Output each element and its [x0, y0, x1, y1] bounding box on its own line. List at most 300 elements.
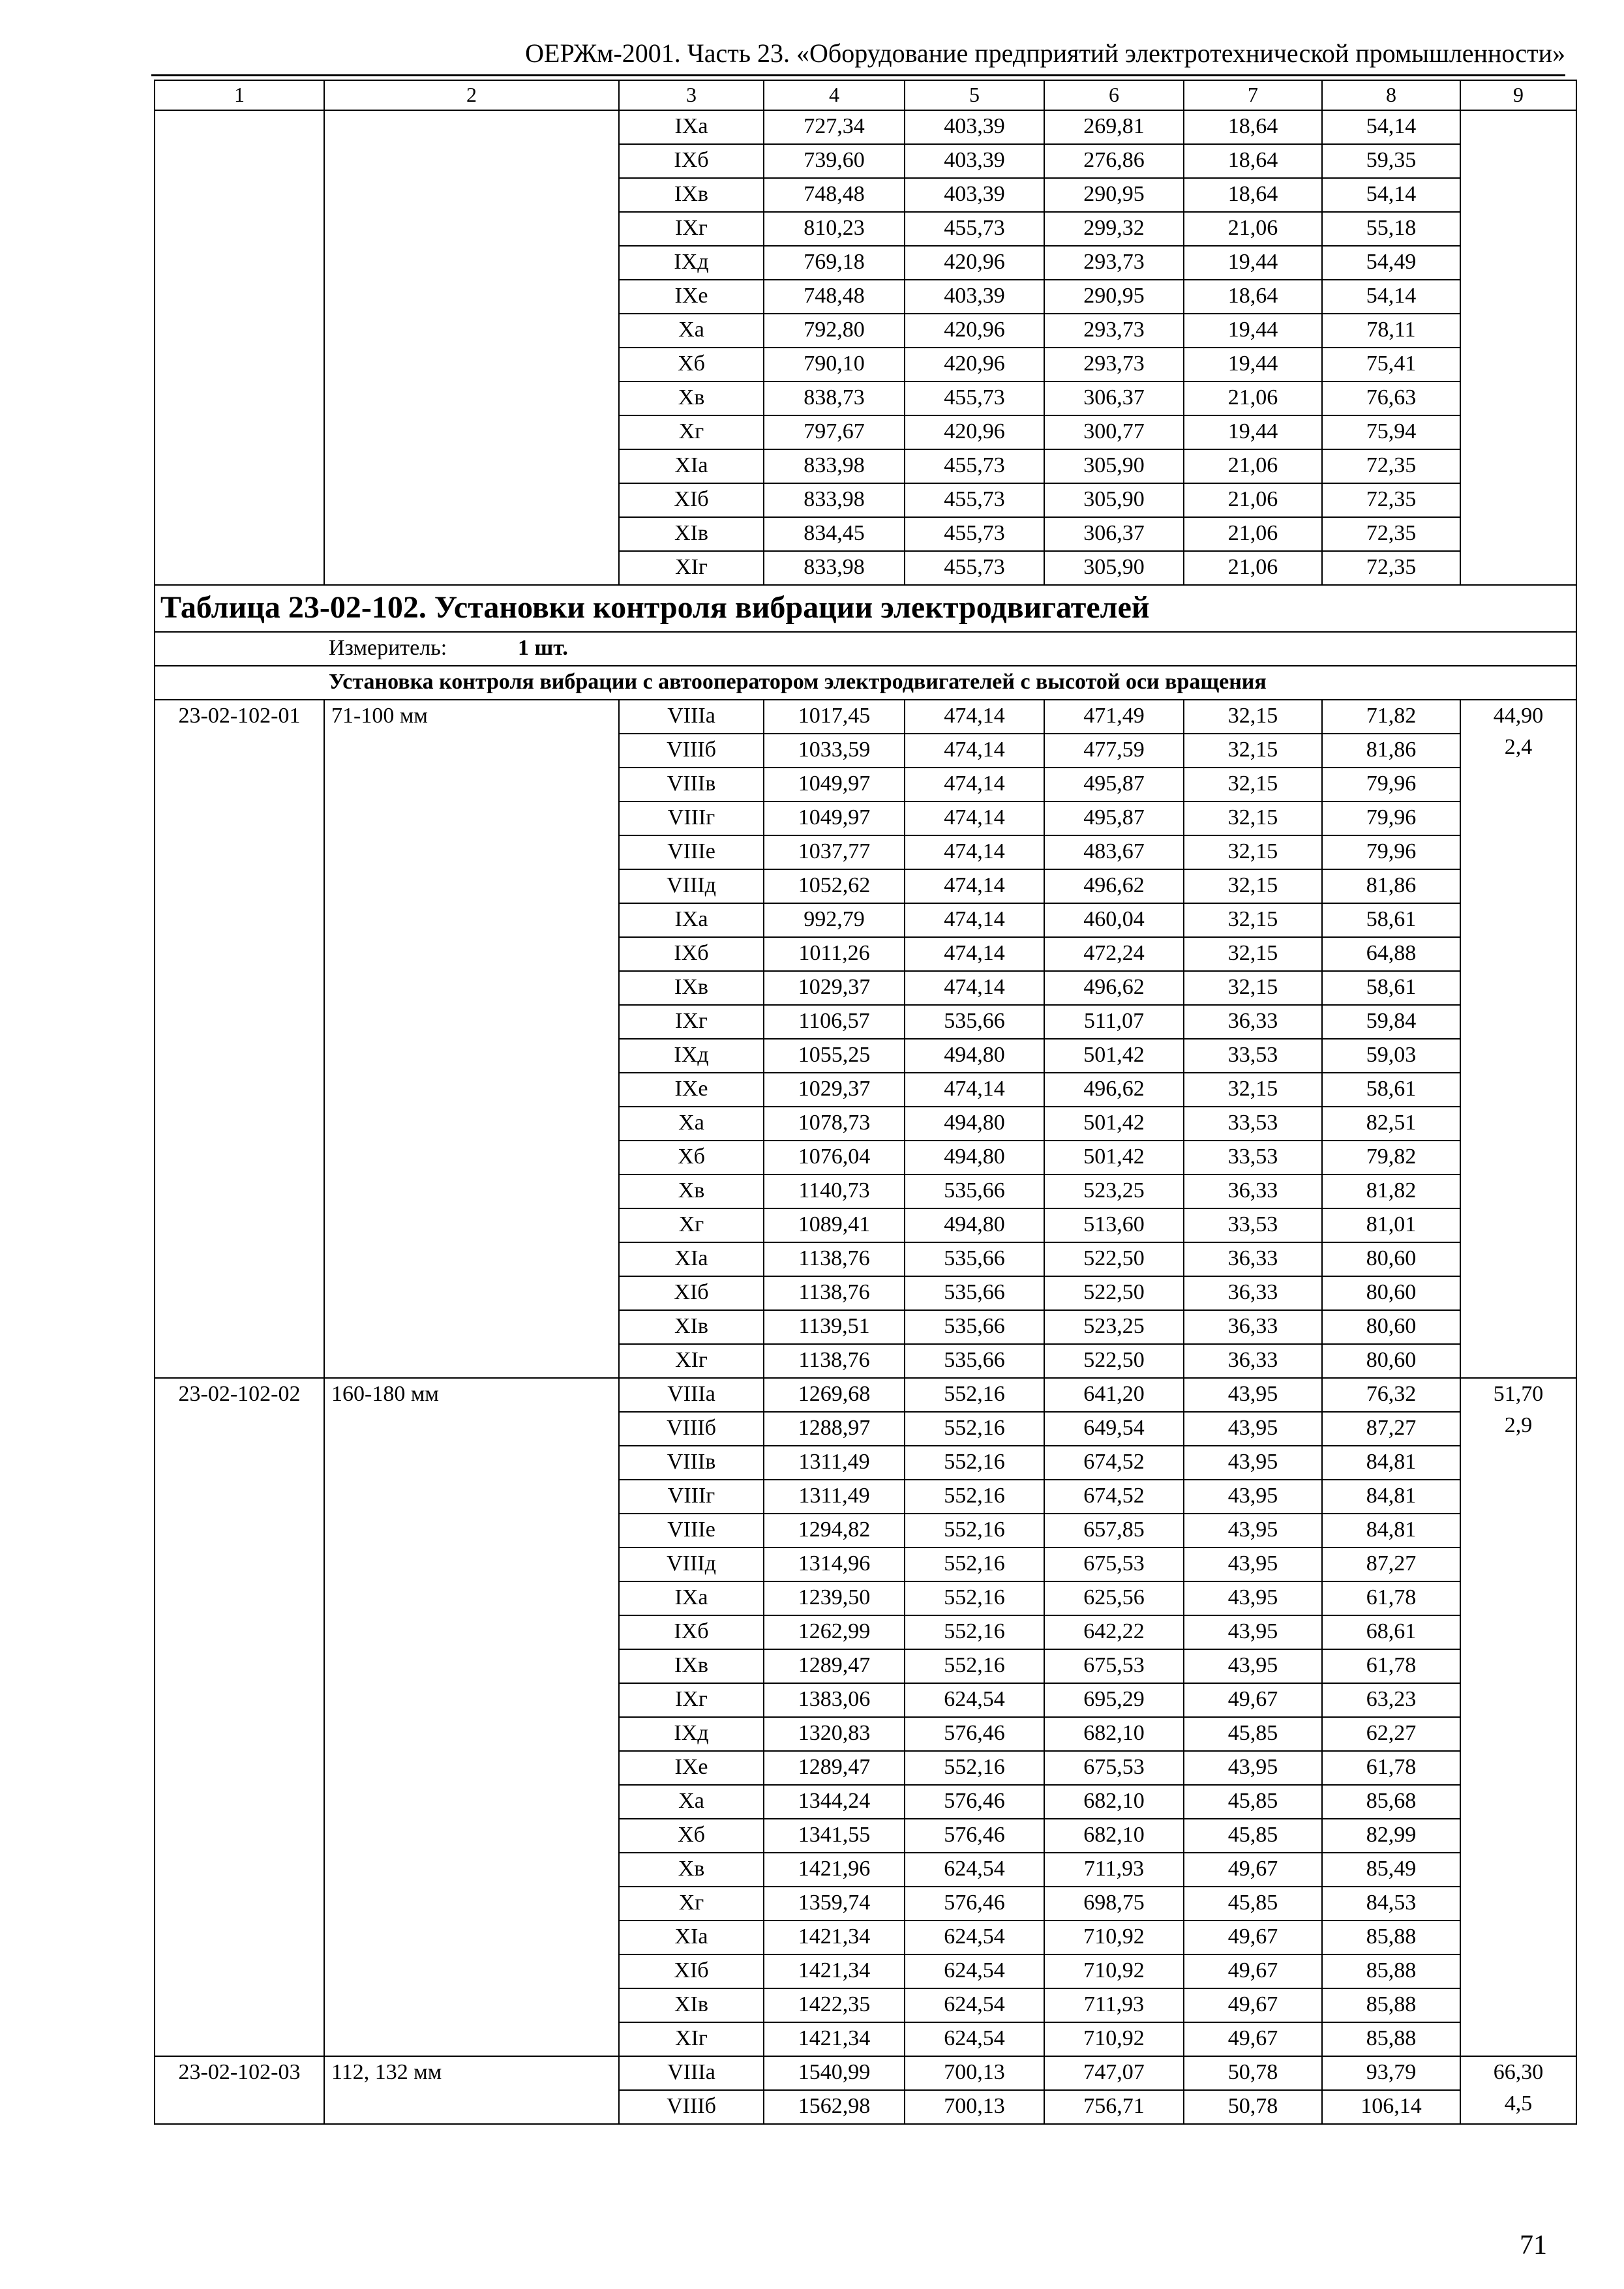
cell-col-4: 1049,97 [764, 801, 905, 835]
cell-col-4: 1344,24 [764, 1785, 905, 1819]
cell-col-3: Xа [619, 314, 764, 348]
cell-col-3: XIа [619, 1242, 764, 1276]
cell-col-7: 45,85 [1184, 1717, 1322, 1751]
cell-col-8: 59,84 [1322, 1005, 1460, 1039]
cell-col-3: XIв [619, 1988, 764, 2022]
column-number-6: 6 [1044, 80, 1184, 110]
cell-col-4: 1311,49 [764, 1480, 905, 1514]
measurer-value: 1 шт. [518, 636, 568, 660]
cell-col-7: 36,33 [1184, 1174, 1322, 1208]
cell-col-7: 21,06 [1184, 382, 1322, 415]
cell-col-6: 675,53 [1044, 1751, 1184, 1785]
continuation-name-cell [324, 110, 619, 585]
cell-col-5: 535,66 [905, 1174, 1044, 1208]
cell-col-8: 71,82 [1322, 700, 1460, 734]
cell-col-5: 474,14 [905, 937, 1044, 971]
cell-col-5: 552,16 [905, 1548, 1044, 1581]
cell-col-5: 624,54 [905, 1954, 1044, 1988]
cell-col-4: 1359,74 [764, 1887, 905, 1921]
cell-col-3: VIIIе [619, 1514, 764, 1548]
cell-col-6: 306,37 [1044, 382, 1184, 415]
cell-col-3: VIIIв [619, 1446, 764, 1480]
cell-col-5: 624,54 [905, 1921, 1044, 1954]
norm-name: 160-180 мм [324, 1378, 619, 2056]
running-header: ОЕРЖм-2001. Часть 23. «Оборудование предприятий электротехнической промышленности» [525, 38, 1565, 68]
cell-col-8: 106,14 [1322, 2090, 1460, 2124]
cell-col-4: 1294,82 [764, 1514, 905, 1548]
cell-col-8: 84,81 [1322, 1514, 1460, 1548]
cell-col-3: Xб [619, 1819, 764, 1853]
cell-col-6: 477,59 [1044, 734, 1184, 768]
cell-col-7: 32,15 [1184, 937, 1322, 971]
cell-col-3: IXе [619, 1751, 764, 1785]
cell-col-7: 43,95 [1184, 1581, 1322, 1615]
cell-col-4: 1138,76 [764, 1344, 905, 1378]
cell-col-5: 403,39 [905, 110, 1044, 144]
cell-col-8: 85,88 [1322, 1921, 1460, 1954]
cell-col-8: 81,86 [1322, 734, 1460, 768]
cell-col-4: 1288,97 [764, 1412, 905, 1446]
norm-code: 23-02-102-02 [155, 1378, 324, 2056]
cell-col-3: Xб [619, 348, 764, 382]
cell-col-5: 624,54 [905, 2022, 1044, 2056]
cell-col-7: 45,85 [1184, 1887, 1322, 1921]
cell-col-5: 576,46 [905, 1785, 1044, 1819]
cell-col-7: 33,53 [1184, 1141, 1322, 1174]
cell-col-4: 1262,99 [764, 1615, 905, 1649]
cell-col-8: 87,27 [1322, 1412, 1460, 1446]
cell-col-3: IXв [619, 971, 764, 1005]
cell-col-3: Xв [619, 1853, 764, 1887]
cell-col-3: VIIIд [619, 869, 764, 903]
cell-col-4: 1269,68 [764, 1378, 905, 1412]
cell-col-3: IXг [619, 212, 764, 246]
cell-col-6: 496,62 [1044, 1073, 1184, 1107]
cell-col-8: 79,96 [1322, 801, 1460, 835]
cell-col-4: 1139,51 [764, 1310, 905, 1344]
cell-col-4: 1320,83 [764, 1717, 905, 1751]
cell-col-3: Xв [619, 382, 764, 415]
cell-col-7: 43,95 [1184, 1751, 1322, 1785]
description-cell [155, 666, 1576, 700]
cell-col-6: 523,25 [1044, 1310, 1184, 1344]
cell-col-8: 54,14 [1322, 178, 1460, 212]
cell-col-7: 19,44 [1184, 314, 1322, 348]
cell-col-6: 711,93 [1044, 1853, 1184, 1887]
cell-col-7: 45,85 [1184, 1819, 1322, 1853]
cell-col-7: 49,67 [1184, 1954, 1322, 1988]
cell-col-3: IXе [619, 1073, 764, 1107]
cell-col-6: 682,10 [1044, 1717, 1184, 1751]
cell-col-5: 624,54 [905, 1853, 1044, 1887]
norm-name: 71-100 мм [324, 700, 619, 1378]
cell-col-5: 535,66 [905, 1344, 1044, 1378]
cell-col-3: Xв [619, 1174, 764, 1208]
cell-col-8: 62,27 [1322, 1717, 1460, 1751]
table-row [155, 1378, 1576, 1412]
cell-col-7: 33,53 [1184, 1039, 1322, 1073]
cell-col-6: 269,81 [1044, 110, 1184, 144]
cell-col-3: Xг [619, 1887, 764, 1921]
cell-col-8: 82,99 [1322, 1819, 1460, 1853]
cell-col-8: 75,41 [1322, 348, 1460, 382]
cell-col-6: 472,24 [1044, 937, 1184, 971]
cell-col-6: 276,86 [1044, 144, 1184, 178]
cell-col-8: 80,60 [1322, 1344, 1460, 1378]
cell-col-3: VIIIб [619, 2090, 764, 2124]
cell-col-7: 18,64 [1184, 144, 1322, 178]
cell-col-3: XIа [619, 1921, 764, 1954]
cell-col-4: 1033,59 [764, 734, 905, 768]
cell-col-3: IXе [619, 280, 764, 314]
column-number-1: 1 [155, 80, 324, 110]
cell-col-3: Xа [619, 1785, 764, 1819]
cell-col-5: 494,80 [905, 1039, 1044, 1073]
cell-col-8: 85,88 [1322, 1988, 1460, 2022]
norm-code: 23-02-102-03 [155, 2056, 324, 2124]
cell-col-4: 1037,77 [764, 835, 905, 869]
cell-col-7: 43,95 [1184, 1649, 1322, 1683]
cell-col-5: 700,13 [905, 2090, 1044, 2124]
cell-col-6: 675,53 [1044, 1649, 1184, 1683]
measurer-cell [155, 632, 1576, 666]
cell-col-7: 33,53 [1184, 1107, 1322, 1141]
cell-col-4: 1289,47 [764, 1751, 905, 1785]
cell-col-7: 43,95 [1184, 1378, 1322, 1412]
cell-col-4: 1562,98 [764, 2090, 905, 2124]
cell-col-8: 85,68 [1322, 1785, 1460, 1819]
cell-col-8: 84,81 [1322, 1480, 1460, 1514]
cell-col-7: 43,95 [1184, 1548, 1322, 1581]
cell-col-6: 625,56 [1044, 1581, 1184, 1615]
cell-col-7: 32,15 [1184, 1073, 1322, 1107]
cell-col-6: 501,42 [1044, 1107, 1184, 1141]
cell-col-5: 474,14 [905, 869, 1044, 903]
cell-col-3: IXа [619, 1581, 764, 1615]
cell-col-6: 682,10 [1044, 1785, 1184, 1819]
cell-col-3: IXд [619, 1039, 764, 1073]
cell-col-4: 1314,96 [764, 1548, 905, 1581]
col9-value-2: 2,4 [1504, 735, 1533, 759]
rates-table [154, 80, 1577, 2125]
cell-col-7: 32,15 [1184, 903, 1322, 937]
cell-col-7: 49,67 [1184, 1988, 1322, 2022]
cell-col-3: XIа [619, 449, 764, 483]
cell-col-5: 420,96 [905, 246, 1044, 280]
norm-name: 112, 132 мм [324, 2056, 619, 2124]
cell-col-8: 75,94 [1322, 415, 1460, 449]
description-row [155, 666, 1576, 700]
cell-col-6: 710,92 [1044, 2022, 1184, 2056]
cell-col-4: 1421,34 [764, 2022, 905, 2056]
cell-col-7: 32,15 [1184, 768, 1322, 801]
header-rule [151, 74, 1565, 76]
cell-col-8: 72,35 [1322, 449, 1460, 483]
cell-col-7: 36,33 [1184, 1005, 1322, 1039]
cell-col-8: 76,63 [1322, 382, 1460, 415]
cell-col-3: IXг [619, 1005, 764, 1039]
cell-col-6: 306,37 [1044, 517, 1184, 551]
cell-col-8: 54,49 [1322, 246, 1460, 280]
cell-col-3: VIIIг [619, 1480, 764, 1514]
cell-col-6: 496,62 [1044, 869, 1184, 903]
cell-col-7: 43,95 [1184, 1446, 1322, 1480]
cell-col-3: VIIIб [619, 1412, 764, 1446]
cell-col-4: 1421,34 [764, 1954, 905, 1988]
cell-col-3: XIг [619, 1344, 764, 1378]
cell-col-8: 59,03 [1322, 1039, 1460, 1073]
cell-col-3: XIб [619, 483, 764, 517]
cell-col-8: 84,53 [1322, 1887, 1460, 1921]
cell-col-7: 36,33 [1184, 1242, 1322, 1276]
cell-col-6: 495,87 [1044, 801, 1184, 835]
cell-col-8: 58,61 [1322, 971, 1460, 1005]
cell-col-7: 43,95 [1184, 1514, 1322, 1548]
cell-col-4: 1289,47 [764, 1649, 905, 1683]
cell-col-8: 55,18 [1322, 212, 1460, 246]
cell-col-7: 49,67 [1184, 2022, 1322, 2056]
cell-col-7: 18,64 [1184, 280, 1322, 314]
cell-col-8: 79,96 [1322, 768, 1460, 801]
cell-col-3: XIв [619, 517, 764, 551]
cell-col-7: 19,44 [1184, 348, 1322, 382]
cell-col-5: 494,80 [905, 1107, 1044, 1141]
cell-col-6: 522,50 [1044, 1242, 1184, 1276]
cell-col-4: 792,80 [764, 314, 905, 348]
cell-col-3: IXд [619, 1717, 764, 1751]
page-number: 71 [1520, 2230, 1547, 2260]
col9-value-2: 2,9 [1504, 1413, 1533, 1437]
cell-col-4: 1011,26 [764, 937, 905, 971]
cell-col-8: 72,35 [1322, 517, 1460, 551]
cell-col-8: 80,60 [1322, 1310, 1460, 1344]
cell-col-6: 649,54 [1044, 1412, 1184, 1446]
col9-value-1: 66,30 [1493, 2060, 1544, 2084]
cell-col-7: 32,15 [1184, 869, 1322, 903]
cell-col-6: 747,07 [1044, 2056, 1184, 2090]
column-number-5: 5 [905, 80, 1044, 110]
cell-col-4: 1078,73 [764, 1107, 905, 1141]
cell-col-5: 552,16 [905, 1378, 1044, 1412]
cell-col-3: Xа [619, 1107, 764, 1141]
cell-col-5: 474,14 [905, 700, 1044, 734]
cell-col-4: 838,73 [764, 382, 905, 415]
cell-col-4: 748,48 [764, 280, 905, 314]
cell-col-6: 305,90 [1044, 449, 1184, 483]
cell-col-3: VIIIб [619, 734, 764, 768]
cell-col-5: 420,96 [905, 314, 1044, 348]
cell-col-3: VIIIе [619, 835, 764, 869]
cell-col-6: 293,73 [1044, 314, 1184, 348]
table-row [155, 2056, 1576, 2090]
cell-col-6: 641,20 [1044, 1378, 1184, 1412]
cell-col-6: 710,92 [1044, 1921, 1184, 1954]
cell-col-6: 305,90 [1044, 483, 1184, 517]
cell-col-5: 535,66 [905, 1005, 1044, 1039]
cell-col-8: 61,78 [1322, 1751, 1460, 1785]
cell-col-5: 474,14 [905, 971, 1044, 1005]
cell-col-7: 45,85 [1184, 1785, 1322, 1819]
cell-col-8: 84,81 [1322, 1446, 1460, 1480]
cell-col-8: 72,35 [1322, 551, 1460, 585]
cell-col-6: 674,52 [1044, 1446, 1184, 1480]
cell-col-5: 535,66 [905, 1242, 1044, 1276]
cell-col-3: XIв [619, 1310, 764, 1344]
cell-col-5: 474,14 [905, 1073, 1044, 1107]
column-number-8: 8 [1322, 80, 1460, 110]
cell-col-8: 85,88 [1322, 2022, 1460, 2056]
cell-col-3: VIIIг [619, 801, 764, 835]
cell-col-6: 511,07 [1044, 1005, 1184, 1039]
cell-col-5: 455,73 [905, 517, 1044, 551]
cell-col-5: 576,46 [905, 1819, 1044, 1853]
cell-col-4: 790,10 [764, 348, 905, 382]
cell-col-8: 64,88 [1322, 937, 1460, 971]
cell-col-8: 72,35 [1322, 483, 1460, 517]
cell-col-7: 43,95 [1184, 1480, 1322, 1514]
cell-col-4: 1049,97 [764, 768, 905, 801]
cell-col-8: 80,60 [1322, 1242, 1460, 1276]
cell-col-4: 992,79 [764, 903, 905, 937]
cell-col-6: 522,50 [1044, 1344, 1184, 1378]
cell-col-4: 833,98 [764, 483, 905, 517]
cell-col-4: 833,98 [764, 449, 905, 483]
cell-col-7: 21,06 [1184, 517, 1322, 551]
cell-col-5: 455,73 [905, 382, 1044, 415]
cell-col-4: 748,48 [764, 178, 905, 212]
cell-col-6: 290,95 [1044, 280, 1184, 314]
cell-col-3: IXв [619, 178, 764, 212]
table-row [155, 700, 1576, 734]
cell-col-5: 552,16 [905, 1480, 1044, 1514]
cell-col-4: 1029,37 [764, 1073, 905, 1107]
cell-col-6: 522,50 [1044, 1276, 1184, 1310]
cell-col-8: 54,14 [1322, 110, 1460, 144]
cell-col-5: 474,14 [905, 903, 1044, 937]
cell-col-3: XIб [619, 1276, 764, 1310]
cell-col-5: 535,66 [905, 1310, 1044, 1344]
cell-col-4: 810,23 [764, 212, 905, 246]
cell-col-3: VIIIа [619, 700, 764, 734]
cell-col-4: 1341,55 [764, 1819, 905, 1853]
cell-col-6: 483,67 [1044, 835, 1184, 869]
cell-col-7: 36,33 [1184, 1344, 1322, 1378]
cell-col-8: 58,61 [1322, 1073, 1460, 1107]
cell-col-4: 1076,04 [764, 1141, 905, 1174]
cell-col-8: 80,60 [1322, 1276, 1460, 1310]
cell-col-3: XIб [619, 1954, 764, 1988]
cell-col-4: 797,67 [764, 415, 905, 449]
cell-col-3: XIг [619, 2022, 764, 2056]
cell-col-5: 403,39 [905, 178, 1044, 212]
cell-col-4: 1089,41 [764, 1208, 905, 1242]
cell-col-6: 695,29 [1044, 1683, 1184, 1717]
cell-col-3: VIIIа [619, 2056, 764, 2090]
cell-col-5: 700,13 [905, 2056, 1044, 2090]
cell-col-8: 79,82 [1322, 1141, 1460, 1174]
cell-col-5: 552,16 [905, 1514, 1044, 1548]
cell-col-7: 32,15 [1184, 971, 1322, 1005]
col9-value-1: 44,90 [1493, 704, 1544, 728]
cell-col-3: IXб [619, 1615, 764, 1649]
measurer-label: Измеритель: [329, 636, 447, 660]
measurer-row [155, 632, 1576, 666]
cell-col-3: VIIIв [619, 768, 764, 801]
cell-col-5: 455,73 [905, 212, 1044, 246]
cell-col-6: 290,95 [1044, 178, 1184, 212]
column-number-9: 9 [1460, 80, 1576, 110]
cell-col-6: 675,53 [1044, 1548, 1184, 1581]
table-title-row [155, 585, 1576, 632]
cell-col-4: 1421,34 [764, 1921, 905, 1954]
column-number-2: 2 [324, 80, 619, 110]
norm-code: 23-02-102-01 [155, 700, 324, 1378]
continuation-code-cell [155, 110, 324, 585]
cell-col-8: 81,86 [1322, 869, 1460, 903]
cell-col-5: 624,54 [905, 1683, 1044, 1717]
cell-col-6: 642,22 [1044, 1615, 1184, 1649]
cell-col-8: 85,49 [1322, 1853, 1460, 1887]
cell-col-4: 1052,62 [764, 869, 905, 903]
cell-col-8: 61,78 [1322, 1581, 1460, 1615]
cell-col-7: 49,67 [1184, 1853, 1322, 1887]
cell-col-4: 1140,73 [764, 1174, 905, 1208]
cell-col-5: 552,16 [905, 1581, 1044, 1615]
col9-values [1460, 2056, 1576, 2124]
cell-col-6: 305,90 [1044, 551, 1184, 585]
col9-values [1460, 700, 1576, 1378]
cell-col-7: 32,15 [1184, 734, 1322, 768]
cell-col-4: 833,98 [764, 551, 905, 585]
cell-col-7: 19,44 [1184, 246, 1322, 280]
cell-col-5: 455,73 [905, 483, 1044, 517]
cell-col-5: 552,16 [905, 1751, 1044, 1785]
cell-col-7: 18,64 [1184, 110, 1322, 144]
cell-col-7: 50,78 [1184, 2090, 1322, 2124]
cell-col-6: 513,60 [1044, 1208, 1184, 1242]
cell-col-4: 834,45 [764, 517, 905, 551]
cell-col-6: 293,73 [1044, 246, 1184, 280]
cell-col-5: 494,80 [905, 1208, 1044, 1242]
cell-col-5: 624,54 [905, 1988, 1044, 2022]
cell-col-7: 43,95 [1184, 1412, 1322, 1446]
cell-col-8: 54,14 [1322, 280, 1460, 314]
cell-col-4: 1239,50 [764, 1581, 905, 1615]
cell-col-3: VIIIд [619, 1548, 764, 1581]
cell-col-5: 474,14 [905, 768, 1044, 801]
cell-col-4: 769,18 [764, 246, 905, 280]
cell-col-6: 496,62 [1044, 971, 1184, 1005]
description-text: Установка контроля вибрации с автооператором электродвигателей с высотой оси вращения [329, 670, 1267, 694]
cell-col-6: 471,49 [1044, 700, 1184, 734]
cell-col-5: 552,16 [905, 1446, 1044, 1480]
col9-value-2: 4,5 [1504, 2091, 1533, 2116]
cell-col-4: 1106,57 [764, 1005, 905, 1039]
cell-col-4: 739,60 [764, 144, 905, 178]
cell-col-8: 82,51 [1322, 1107, 1460, 1141]
cell-col-7: 49,67 [1184, 1921, 1322, 1954]
cell-col-3: XIг [619, 551, 764, 585]
cell-col-8: 78,11 [1322, 314, 1460, 348]
cell-col-3: IXб [619, 144, 764, 178]
cell-col-7: 49,67 [1184, 1683, 1322, 1717]
cell-col-4: 1055,25 [764, 1039, 905, 1073]
cell-col-5: 535,66 [905, 1276, 1044, 1310]
cell-col-8: 59,35 [1322, 144, 1460, 178]
cell-col-5: 474,14 [905, 734, 1044, 768]
cell-col-6: 523,25 [1044, 1174, 1184, 1208]
column-number-row [155, 80, 1576, 110]
